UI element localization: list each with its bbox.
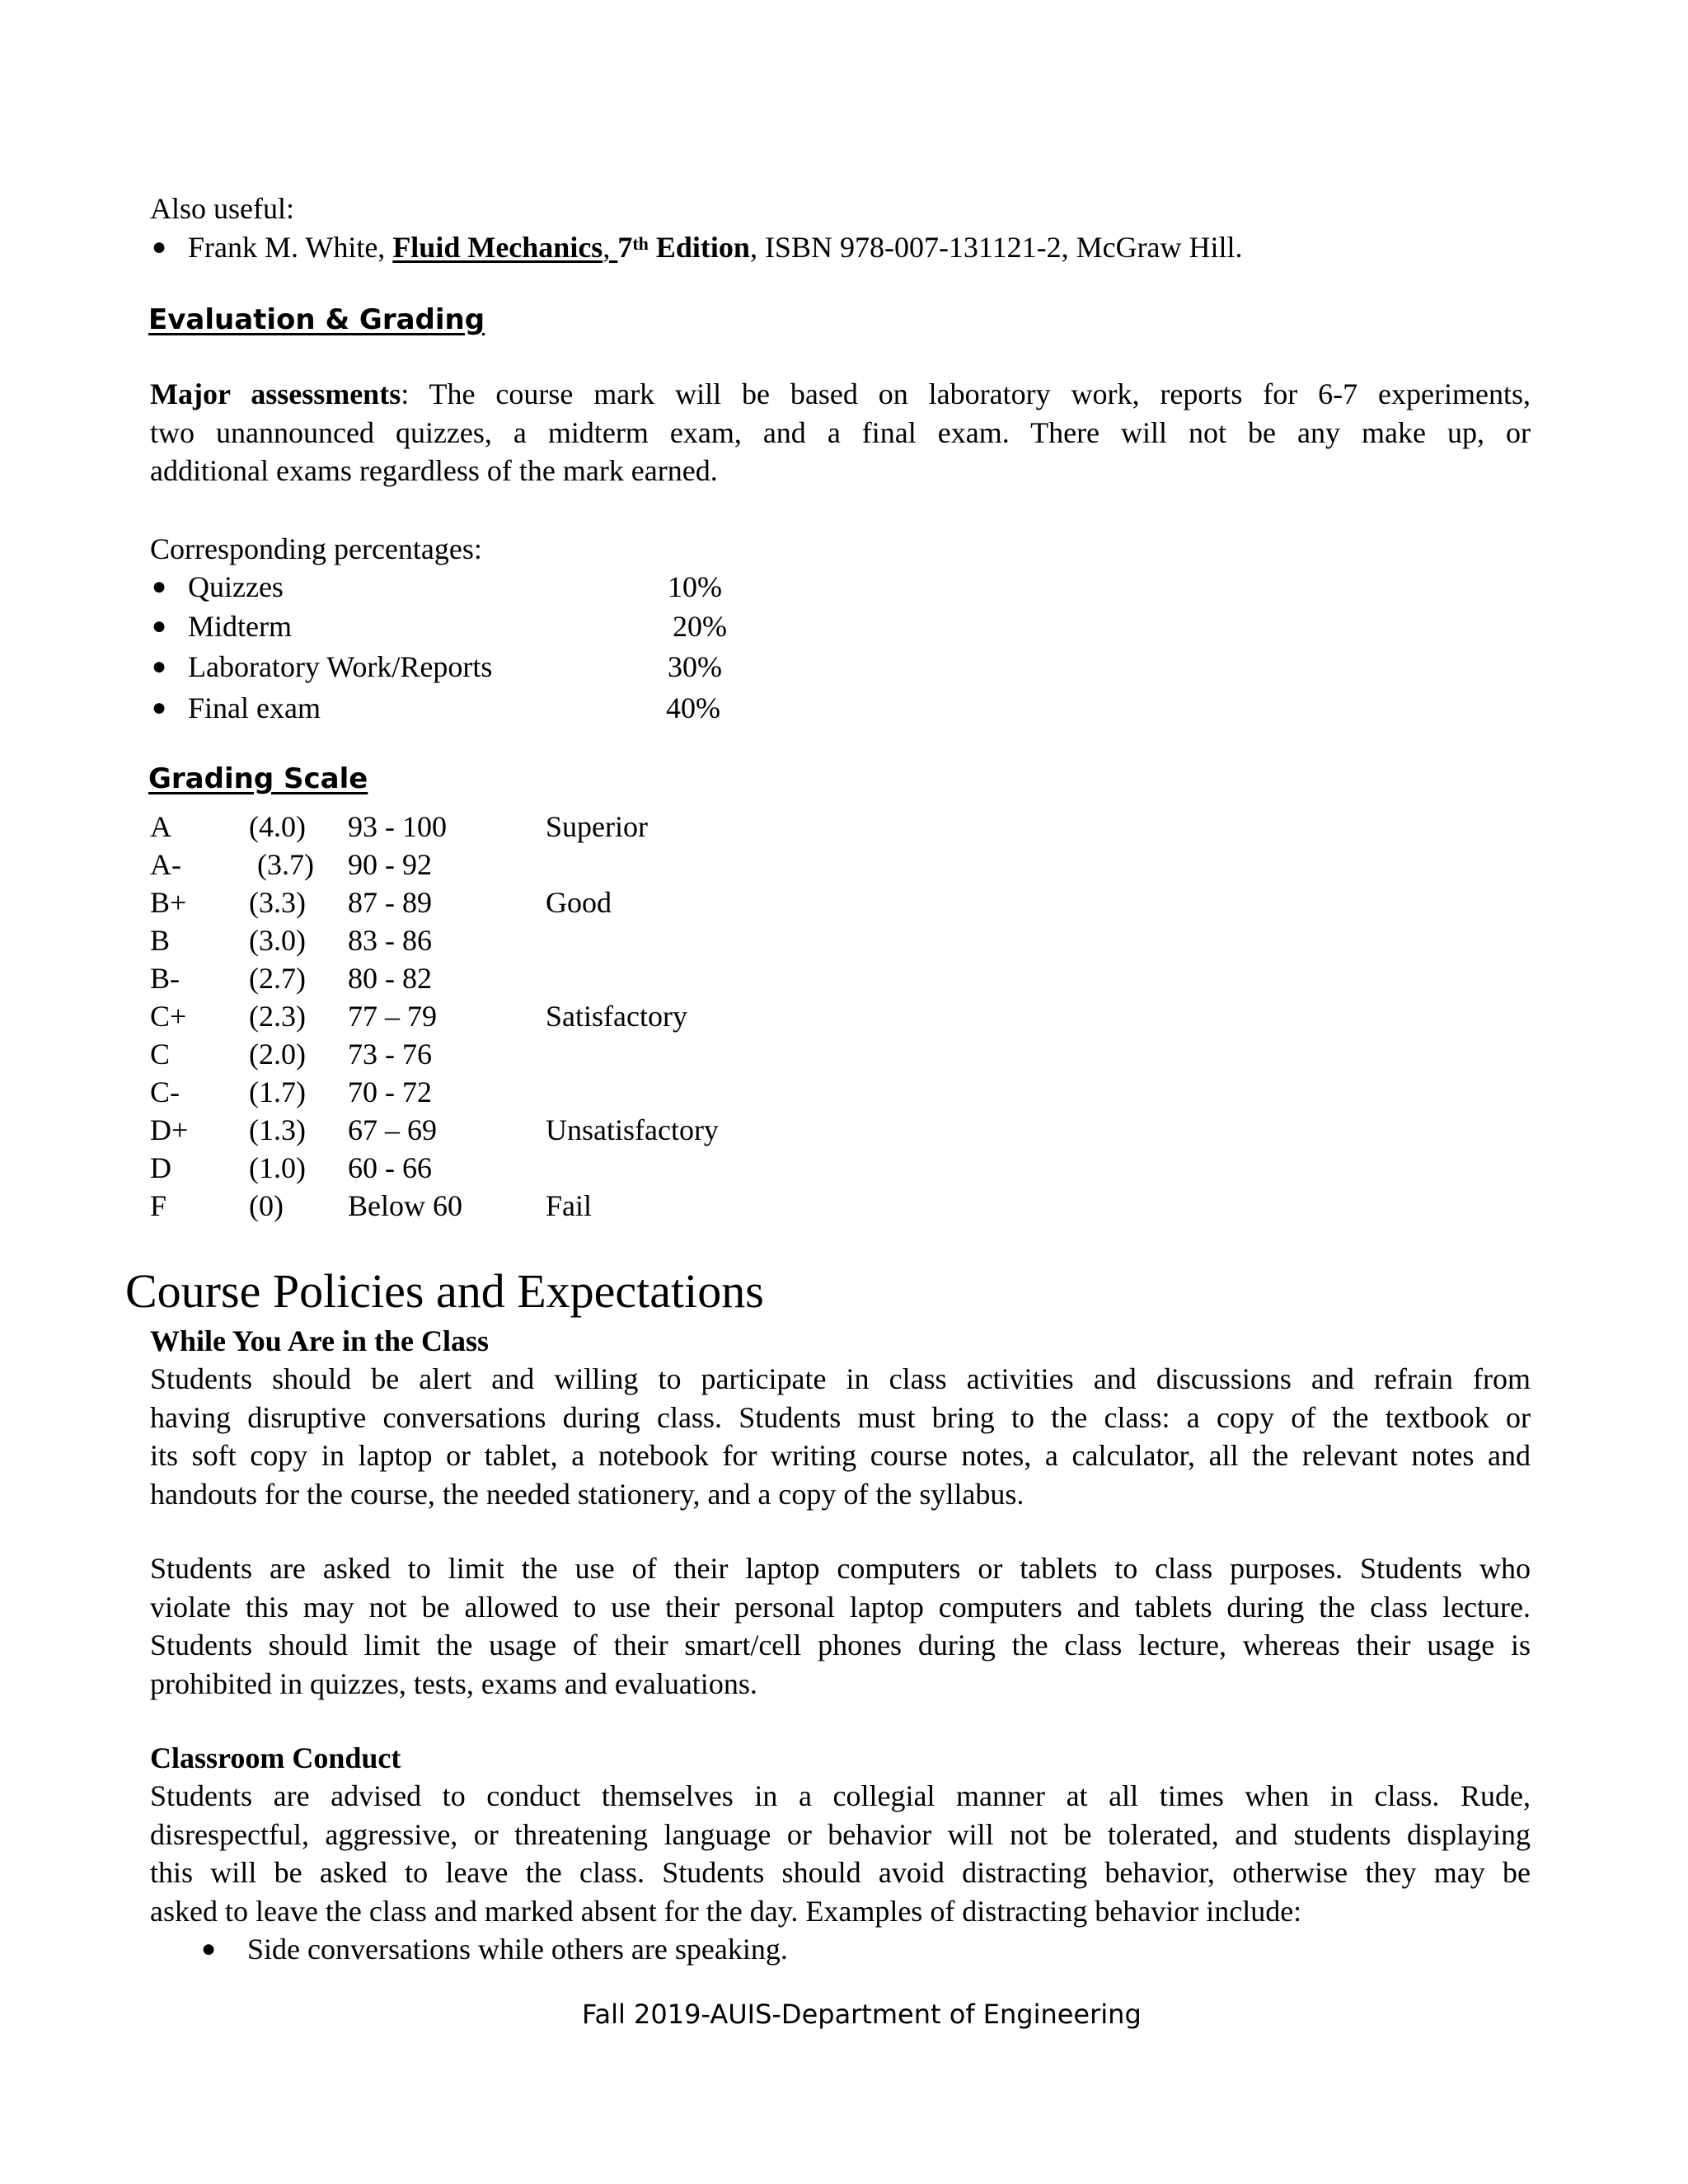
percentage-name: Laboratory Work/Reports (188, 650, 493, 683)
grade-range: 73 - 76 (348, 1038, 432, 1071)
percentage-value: 10% (668, 570, 722, 603)
grade-range: 70 - 72 (348, 1076, 432, 1108)
grade-description: Superior (546, 810, 648, 843)
percentage-name: Final exam (188, 691, 321, 724)
grade-range: 93 - 100 (348, 810, 447, 843)
evaluation-heading: Evaluation & Grading (148, 303, 485, 336)
grade-range: Below 60 (348, 1189, 462, 1222)
page-footer: Fall 2019-AUIS-Department of Engineering (582, 1999, 1142, 2030)
grade-gpa: (3.0) (249, 924, 306, 957)
paragraph-line: its soft copy in laptop or tablet, a notebook for writing course notes, a calculator, all the relevant notes and (150, 1439, 1531, 1472)
grade-letter: A (150, 810, 171, 843)
grade-range: 67 – 69 (348, 1113, 437, 1146)
grade-letter: C- (150, 1076, 180, 1108)
class-paragraph-2 (150, 1549, 1531, 1703)
grade-gpa: (3.3) (249, 886, 306, 919)
paragraph-line: Students are asked to limit the use of their laptop computers or tablets to class purposes. Students who (150, 1552, 1531, 1585)
book-edition-suffix: th (632, 233, 649, 254)
book-isbn-publisher: , ISBN 978-007-131121-2, McGraw Hill. (749, 231, 1243, 264)
grade-letter: B (150, 924, 171, 957)
grade-letter: D+ (150, 1113, 189, 1146)
paragraph-line: Major assessments: The course mark will be based on laboratory work, reports for 6-7 experiments, (150, 377, 1531, 410)
grade-gpa: (4.0) (249, 810, 306, 843)
grade-gpa: (1.0) (249, 1151, 306, 1184)
class-paragraph-1 (150, 1360, 1531, 1513)
grade-description: Unsatisfactory (546, 1113, 719, 1146)
major-assessments-paragraph (150, 375, 1531, 490)
policies-heading: Course Policies and Expectations (125, 1264, 764, 1318)
bullet-icon: ● (152, 694, 167, 721)
class-subheading: While You Are in the Class (150, 1324, 490, 1357)
grading-scale-heading: Grading Scale (148, 762, 368, 795)
grade-gpa: (2.3) (249, 1000, 306, 1033)
paragraph-line: this will be asked to leave the class. Students should avoid distracting behavior, otherwise they may be (150, 1856, 1531, 1889)
percentage-name: Quizzes (188, 570, 284, 603)
grade-gpa: (3.7) (257, 848, 314, 881)
book-comma: , (603, 231, 618, 264)
percentage-value: 30% (668, 650, 722, 683)
grade-letter: C+ (150, 1000, 187, 1033)
percentage-value: 40% (666, 691, 720, 724)
grade-description: Satisfactory (546, 1000, 687, 1033)
also-useful-label: Also useful: (150, 192, 294, 225)
paragraph-line: prohibited in quizzes, tests, exams and evaluations. (150, 1666, 757, 1700)
paragraph-line: asked to leave the class and marked absent for the day. Examples of distracting behavior include: (150, 1894, 1302, 1928)
grade-description: Fail (546, 1189, 593, 1222)
paragraph-line: handouts for the course, the needed stationery, and a copy of the syllabus. (150, 1477, 1025, 1511)
book-author: Frank M. White, (188, 231, 393, 264)
grade-range: 87 - 89 (348, 886, 432, 919)
paragraph-line: disrespectful, aggressive, or threatening language or behavior will not be tolerated, and students displaying (150, 1817, 1531, 1851)
book-edition-number: 7 (617, 231, 633, 264)
grade-letter: B+ (150, 886, 187, 919)
grade-gpa: (2.0) (249, 1038, 306, 1071)
textbook-reference (188, 228, 1243, 266)
bullet-icon: ● (152, 612, 167, 640)
paragraph-line: Students should limit the usage of their smart/cell phones during the class lecture, whereas their usage is (150, 1629, 1531, 1661)
book-edition-word: Edition (648, 231, 750, 264)
grade-letter: F (150, 1189, 167, 1222)
grade-description: Good (546, 886, 612, 919)
paragraph-line: two unannounced quizzes, a midterm exam, and a final exam. There will not be any make up, or (150, 415, 1531, 449)
major-assessments-label: Major assessments (150, 377, 401, 410)
grade-gpa: (1.7) (249, 1076, 306, 1108)
conduct-subheading: Classroom Conduct (150, 1741, 401, 1774)
grade-range: 83 - 86 (348, 924, 432, 957)
percentages-label: Corresponding percentages: (150, 532, 482, 565)
paragraph-line: additional exams regardless of the mark earned. (150, 454, 718, 487)
grade-range: 77 – 79 (348, 1000, 437, 1033)
bullet-icon: ● (152, 653, 167, 680)
grade-letter: B- (150, 962, 180, 995)
grade-letter: A- (150, 848, 181, 881)
conduct-bullet-item: Side conversations while others are speaking. (247, 1933, 788, 1966)
paragraph-line: Students are advised to conduct themselves in a collegial manner at all times when in class. Rude, (150, 1779, 1531, 1812)
bullet-icon: ● (152, 233, 167, 260)
grade-gpa: (2.7) (249, 962, 306, 995)
paragraph-line: Students should be alert and willing to participate in class activities and discussions and refrain from (150, 1362, 1531, 1395)
conduct-paragraph (150, 1777, 1531, 1930)
bullet-icon: ● (152, 573, 167, 600)
grade-range: 60 - 66 (348, 1151, 432, 1184)
grade-gpa: (1.3) (249, 1113, 306, 1146)
grade-gpa: (0) (249, 1189, 284, 1222)
bullet-icon: ● (201, 1935, 217, 1962)
paragraph-line: having disruptive conversations during class. Students must bring to the class: a copy of the textbook or (150, 1400, 1531, 1434)
grade-letter: D (150, 1151, 171, 1184)
grade-range: 90 - 92 (348, 848, 432, 881)
paragraph-line: violate this may not be allowed to use their personal laptop computers and tablets during the class lecture. (150, 1590, 1531, 1624)
grade-letter: C (150, 1038, 171, 1071)
book-title: Fluid Mechanics (392, 231, 603, 264)
percentage-value: 20% (673, 610, 727, 643)
percentage-name: Midterm (188, 610, 292, 643)
grade-range: 80 - 82 (348, 962, 432, 995)
